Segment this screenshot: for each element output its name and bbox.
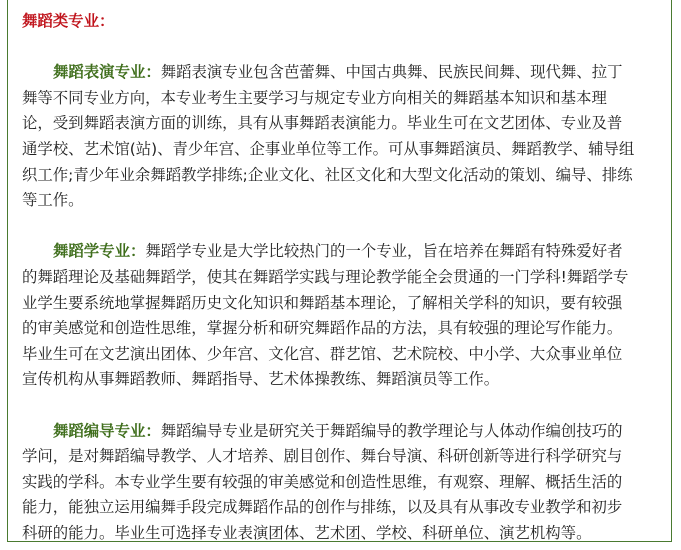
paragraph-line: 实践的学科。本专业学生要有较强的审美感觉和创造性思维，有观察、理解、概括生活的 bbox=[22, 472, 623, 491]
major-term: 舞蹈学专业： bbox=[53, 242, 146, 261]
paragraph-line: 舞等不同专业方向，本专业考生主要学习与规定专业方向相关的舞蹈基本知识和基本理 bbox=[22, 88, 607, 107]
paragraph-line: 能力，能独立运用编舞手段完成舞蹈作品的创作与排练，以及具有从事改专业教学和初步 bbox=[22, 498, 623, 517]
spacer bbox=[22, 35, 672, 61]
paragraph-choreography bbox=[22, 419, 672, 547]
paragraph-line: 业学生要系统地掌握舞蹈历史文化知识和舞蹈基本理论，了解相关学科的知识，要有较强 bbox=[22, 293, 623, 312]
paragraph-line: 的审美感觉和创造性思维，掌握分析和研究舞蹈作品的方法，具有较强的理论写作能力。 bbox=[22, 319, 623, 338]
paragraph-line: 等工作。 bbox=[22, 191, 84, 210]
spacer bbox=[22, 393, 672, 419]
line-text: 舞蹈编导专业是研究关于舞蹈编导的教学理论与人体动作编创技巧的 bbox=[160, 421, 623, 440]
line-text: 舞蹈学专业是大学比较热门的一个专业，旨在培养在舞蹈有特殊爱好者 bbox=[145, 242, 623, 261]
paragraph-line: 织工作;青少年业余舞蹈教学排练;企业文化、社区文化和大型文化活动的策划、编导、排练 bbox=[22, 165, 633, 184]
paragraph-line: 宣传机构从事舞蹈教师、舞蹈指导、艺术体操教练、舞蹈演员等工作。 bbox=[22, 370, 500, 389]
paragraph-line bbox=[22, 60, 672, 86]
paragraph-line: 科研的能力。毕业生可选择专业表演团体、艺术团、学校、科研单位、演艺机构等。 bbox=[22, 523, 592, 542]
paragraph-line: 学问，是对舞蹈编导教学、人才培养、剧目创作、舞台导演、科研创新等进行科学研究与 bbox=[22, 447, 623, 466]
section-heading: 舞蹈类专业： bbox=[22, 12, 115, 30]
paragraph-dance-studies bbox=[22, 239, 672, 393]
major-term: 舞蹈编导专业： bbox=[53, 421, 161, 440]
paragraph-line: 论，受到舞蹈表演方面的训练，具有从事舞蹈表演能力。毕业生可在文艺团体、专业及普 bbox=[22, 114, 623, 133]
article-body bbox=[22, 9, 672, 546]
paragraph-line: 通学校、艺术馆(站)、青少年宫、企事业单位等工作。可从事舞蹈演员、舞蹈教学、辅导组 bbox=[22, 139, 635, 158]
paragraph-line: 的舞蹈理论及基础舞蹈学，使其在舞蹈学实践与理论教学能全会贯通的一门学科!舞蹈学专 bbox=[22, 267, 629, 286]
major-term: 舞蹈表演专业： bbox=[53, 63, 161, 82]
paragraph-dance-performance bbox=[22, 60, 672, 214]
line-text: 舞蹈表演专业包含芭蕾舞、中国古典舞、民族民间舞、现代舞、拉丁 bbox=[160, 63, 623, 82]
paragraph-line bbox=[22, 419, 672, 445]
paragraph-line: 毕业生可在文艺演出团体、少年宫、文化宫、群艺馆、艺术院校、中小学、大众事业单位 bbox=[22, 344, 623, 363]
paragraph-line bbox=[22, 239, 672, 265]
spacer bbox=[22, 214, 672, 240]
